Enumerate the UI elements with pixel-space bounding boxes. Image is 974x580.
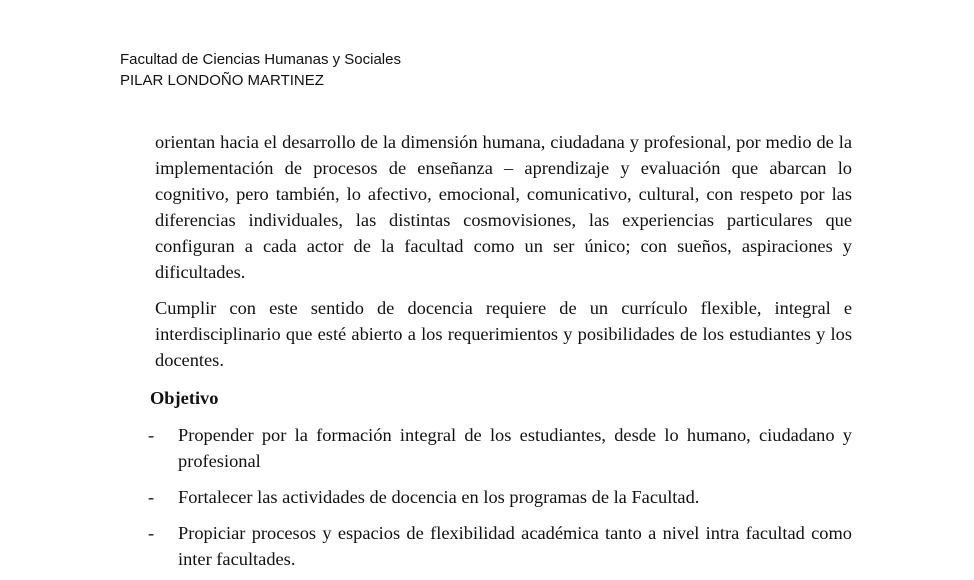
- paragraph-curriculum: Cumplir con este sentido de docencia requiere de un currículo flexible, integral e interdisciplinario que esté abierto a los requerimientos y posibilidades de los estudiantes y los docentes.: [155, 298, 852, 370]
- objective-list: [148, 422, 852, 572]
- bullet-dash: -: [148, 523, 155, 543]
- list-item: [148, 520, 852, 572]
- objective-heading: Objetivo: [150, 388, 219, 408]
- author-name: PILAR LONDOÑO MARTINEZ: [120, 72, 324, 89]
- objective-text: Propiciar procesos y espacios de flexibilidad académica tanto a nivel intra facultad como inter facultades.: [178, 523, 852, 569]
- objective-text: Fortalecer las actividades de docencia en los programas de la Facultad.: [178, 487, 700, 507]
- faculty-name: Facultad de Ciencias Humanas y Sociales: [120, 51, 401, 68]
- objective-text: Propender por la formación integral de los estudiantes, desde lo humano, ciudadano y profesional: [178, 425, 852, 471]
- list-item: [148, 422, 852, 474]
- list-item: [148, 484, 852, 510]
- bullet-dash: -: [148, 487, 155, 507]
- document-body: [155, 129, 852, 373]
- paragraph-dimensions: orientan hacia el desarrollo de la dimensión humana, ciudadana y profesional, por medio de la implementación de procesos de enseñanza – aprendizaje y evaluación que abarcan lo cognitivo, pero también, lo afectivo, emocional, comunicativo, cultural, con respeto por las diferencias individuales, las distintas cosmovisiones, las experiencias particulares que configuran a cada actor de la facultad como un ser único; con sueños, aspiraciones y dificultades.: [155, 132, 852, 282]
- bullet-dash: -: [148, 425, 155, 445]
- page-header: [120, 49, 401, 91]
